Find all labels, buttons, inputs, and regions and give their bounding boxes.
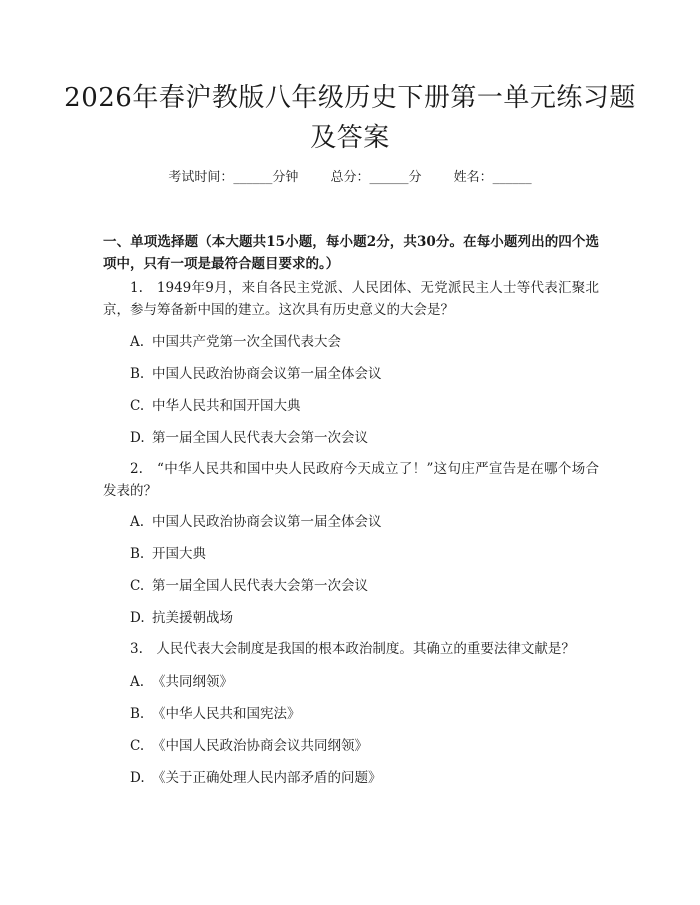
question-2-option-a bbox=[130, 512, 600, 532]
option-text: 第一届全国人民代表大会第一次会议 bbox=[152, 430, 368, 446]
option-text: 第一届全国人民代表大会第一次会议 bbox=[152, 578, 368, 594]
option-text: 开国大典 bbox=[152, 546, 206, 562]
option-letter: B. bbox=[130, 366, 145, 382]
total-score-field: 总分：______分 bbox=[330, 170, 422, 185]
option-letter: C. bbox=[130, 578, 145, 594]
option-text: 《中华人民共和国宪法》 bbox=[152, 706, 301, 722]
option-letter: A. bbox=[130, 514, 145, 530]
question-3-option-b bbox=[130, 704, 600, 724]
option-text: 中国人民政治协商会议第一届全体会议 bbox=[152, 366, 382, 382]
option-letter: C. bbox=[130, 398, 145, 414]
question-1-option-d bbox=[130, 428, 600, 448]
question-1-option-b bbox=[130, 364, 600, 384]
option-text: 《关于正确处理人民内部矛盾的问题》 bbox=[152, 770, 382, 786]
option-text: 中华人民共和国开国大典 bbox=[152, 398, 301, 414]
option-text: 中国共产党第一次全国代表大会 bbox=[152, 334, 341, 350]
exam-meta bbox=[0, 168, 700, 188]
option-letter: B. bbox=[130, 546, 145, 562]
option-letter: D. bbox=[130, 610, 145, 626]
option-text: 《中国人民政治协商会议共同纲领》 bbox=[152, 738, 368, 754]
option-letter: D. bbox=[130, 430, 145, 446]
option-letter: B. bbox=[130, 706, 145, 722]
option-text: 中国人民政治协商会议第一届全体会议 bbox=[152, 514, 382, 530]
question-1-option-c bbox=[130, 396, 600, 416]
option-text: 抗美援朝战场 bbox=[152, 610, 233, 626]
exam-time-field: 考试时间：______分钟 bbox=[168, 170, 299, 185]
question-2-option-c bbox=[130, 576, 600, 596]
question-3-option-a bbox=[130, 672, 600, 692]
option-letter: A. bbox=[130, 674, 145, 690]
option-letter: C. bbox=[130, 738, 145, 754]
question-2-option-d bbox=[130, 608, 600, 628]
student-name-field: 姓名：______ bbox=[453, 170, 532, 185]
question-2-stem: 2. “中华人民共和国中央人民政府今天成立了！”这句庄严宣告是在哪个场合发表的？ bbox=[103, 461, 599, 499]
option-text: 《共同纲领》 bbox=[152, 674, 233, 690]
option-letter: A. bbox=[130, 334, 145, 350]
question-3-option-c bbox=[130, 736, 600, 756]
question-3-stem: 3. 人民代表大会制度是我国的根本政治制度。其确立的重要法律文献是？ bbox=[130, 641, 575, 657]
question-2-option-b bbox=[130, 544, 600, 564]
section-heading: 一、单项选择题（本大题共15小题，每小题2分，共30分。在每小题列出的四个选项中，只有一项是最符合题目要求的。） bbox=[103, 234, 599, 272]
option-letter: D. bbox=[130, 770, 145, 786]
page-title: 2026年春沪教版八年级历史下册第一单元练习题及答案 bbox=[64, 83, 636, 153]
question-3-option-d bbox=[130, 768, 600, 788]
question-1-option-a bbox=[130, 332, 600, 352]
question-1-stem: 1. 1949年9月，来自各民主党派、人民团体、无党派民主人士等代表汇聚北京，参与筹备新中国的建立。这次具有历史意义的大会是？ bbox=[103, 280, 599, 318]
